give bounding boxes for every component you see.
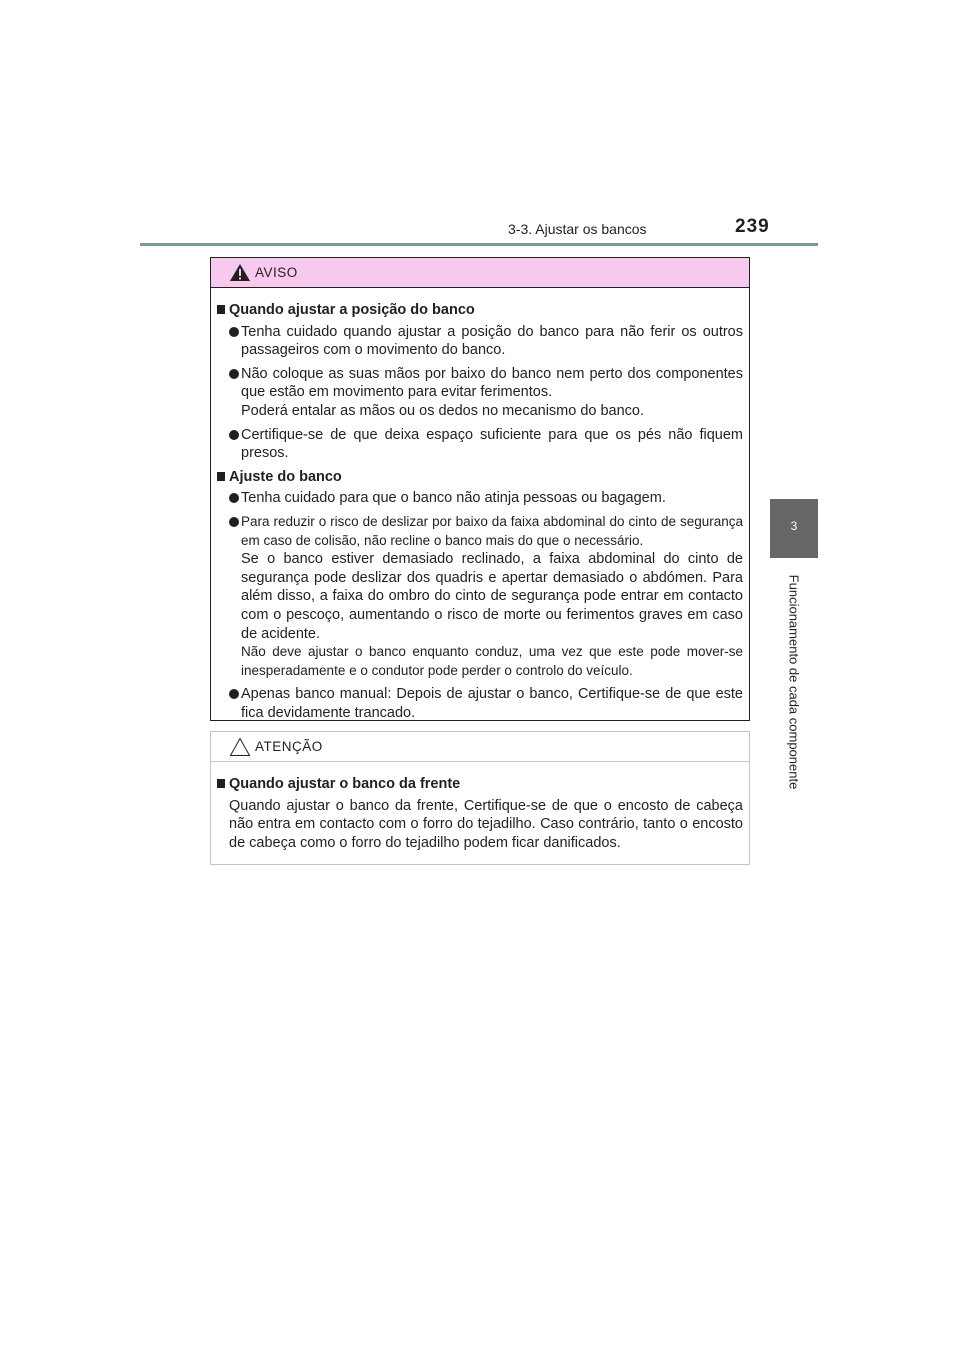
circle-bullet-icon <box>229 493 239 503</box>
caution-triangle-icon <box>229 737 251 757</box>
list-item: Para reduzir o risco de deslizar por baixo da faixa abdominal do cinto de segurança em caso de colisão, não recline o banco mais do que o necessário. Se o banco estiver demasiado reclinado, a faixa abdominal do cinto de segurança pode deslizar dos quadris e apertar demasiado o abdómen. Para além disso, a faixa do ombro do cinto de segurança pode entrar em contacto com o pescoço, aumentando o risco de morte ou ferimentos graves em caso de acidente. Não deve ajustar o banco enquanto conduz, uma vez que este pode mover-se inesperadamente e o condutor pode perder o controlo do veículo. <box>217 513 743 680</box>
caution-text: Quando ajustar o banco da frente, Certifique-se de que o encosto de cabeça não entra em contacto com o forro do tejadilho. Caso contrário, tanto o encosto de cabeça como o forro do tejadilho podem ficar danificados. <box>229 797 743 851</box>
warning-label: AVISO <box>255 265 298 280</box>
warning-box-header <box>211 258 749 288</box>
circle-bullet-icon <box>229 430 239 440</box>
section-heading: 3-3. Ajustar os bancos <box>508 221 647 237</box>
caution-box-body <box>211 762 749 852</box>
caution-box-header <box>211 732 749 762</box>
circle-bullet-icon <box>229 689 239 699</box>
chapter-title: Funcionamento de cada componente <box>786 574 802 790</box>
warning-box-body <box>211 288 749 722</box>
chapter-number: 3 <box>790 519 798 533</box>
section-title: Ajuste do banco <box>217 468 743 487</box>
list-item: Certifique-se de que deixa espaço suficiente para que os pés não fiquem presos. <box>217 426 743 463</box>
chapter-tab <box>770 499 818 558</box>
header-rule <box>140 243 818 246</box>
list-item: Apenas banco manual: Depois de ajustar o banco, Certifique-se de que este fica devidamente trancado. <box>217 685 743 722</box>
caution-label: ATENÇÃO <box>255 739 323 754</box>
square-bullet-icon <box>217 305 225 314</box>
section-title: Quando ajustar a posição do banco <box>217 301 743 320</box>
section-title: Quando ajustar o banco da frente <box>217 775 743 794</box>
circle-bullet-icon <box>229 369 239 379</box>
warning-triangle-icon <box>229 263 251 282</box>
list-item: Tenha cuidado quando ajustar a posição do banco para não ferir os outros passageiros com o movimento do banco. <box>217 323 743 360</box>
circle-bullet-icon <box>229 327 239 337</box>
list-item: Não coloque as suas mãos por baixo do banco nem perto dos componentes que estão em movimento para evitar ferimentos. Poderá entalar as mãos ou os dedos no mecanismo do banco. <box>217 365 743 421</box>
square-bullet-icon <box>217 779 225 788</box>
list-item: Tenha cuidado para que o banco não atinja pessoas ou bagagem. <box>217 489 743 508</box>
warning-box <box>210 257 750 721</box>
circle-bullet-icon <box>229 517 239 527</box>
square-bullet-icon <box>217 472 225 481</box>
caution-box <box>210 731 750 865</box>
page-number: 239 <box>735 216 770 237</box>
